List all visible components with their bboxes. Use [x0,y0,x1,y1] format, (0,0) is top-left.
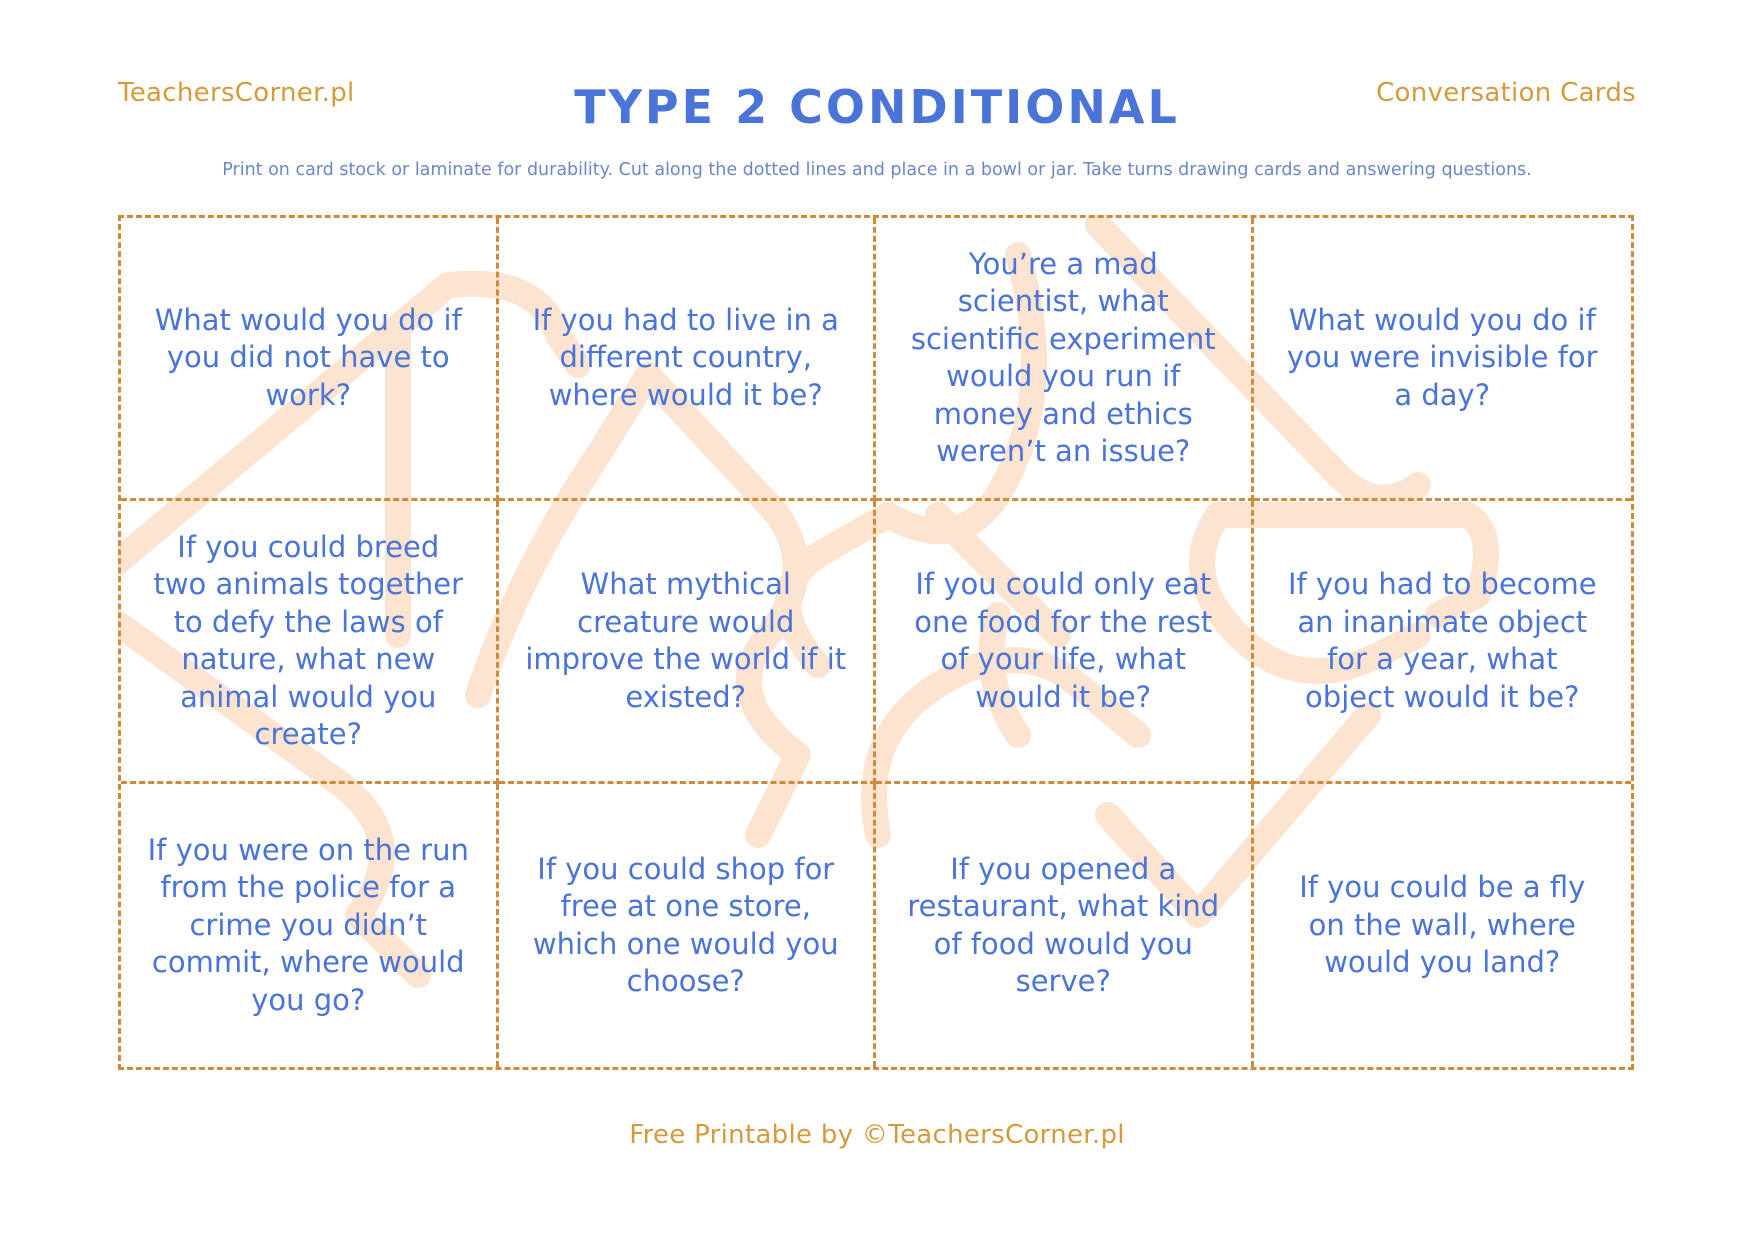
card-sheet [118,215,1634,1070]
card-grid [118,215,1634,1070]
card-8: If you had to become an inanimate object for a year, what object would it be? [1254,501,1632,784]
brand-left: TeachersCorner.pl [118,78,355,108]
card-7: If you could only eat one food for the rest of your life, what would it be? [876,501,1254,784]
page-title: TYPE 2 CONDITIONAL [574,80,1180,134]
card-3: You’re a mad scientist, what scientific experiment would you run if money and ethics weren’t an issue? [876,218,1254,501]
card-12: If you could be a fly on the wall, where would you land? [1299,870,1586,980]
card-2: If you had to live in a different country, where would it be? [499,218,877,501]
card-6: What mythical creature would improve the world if it existed? [499,501,877,784]
card-1: What would you do if you did not have to work? [121,218,499,501]
card-5: If you could breed two animals together to defy the laws of nature, what new animal would you create? [121,501,499,784]
card-10: If you could shop for free at one store, which one would you choose? [499,784,877,1067]
card-11: If you opened a restaurant, what kind of food would you serve? [876,784,1254,1067]
footer-credit: Free Printable by ©TeachersCorner.pl [629,1120,1125,1150]
card-9: If you were on the run from the police for a crime you didn’t commit, where would you go? [121,784,499,1067]
brand-right: Conversation Cards [1376,78,1636,108]
card-4: What would you do if you were invisible for a day? [1254,218,1632,501]
instructions: Print on card stock or laminate for durability. Cut along the dotted lines and place in a bowl or jar. Take turns drawing cards and answering questions. [222,160,1532,180]
